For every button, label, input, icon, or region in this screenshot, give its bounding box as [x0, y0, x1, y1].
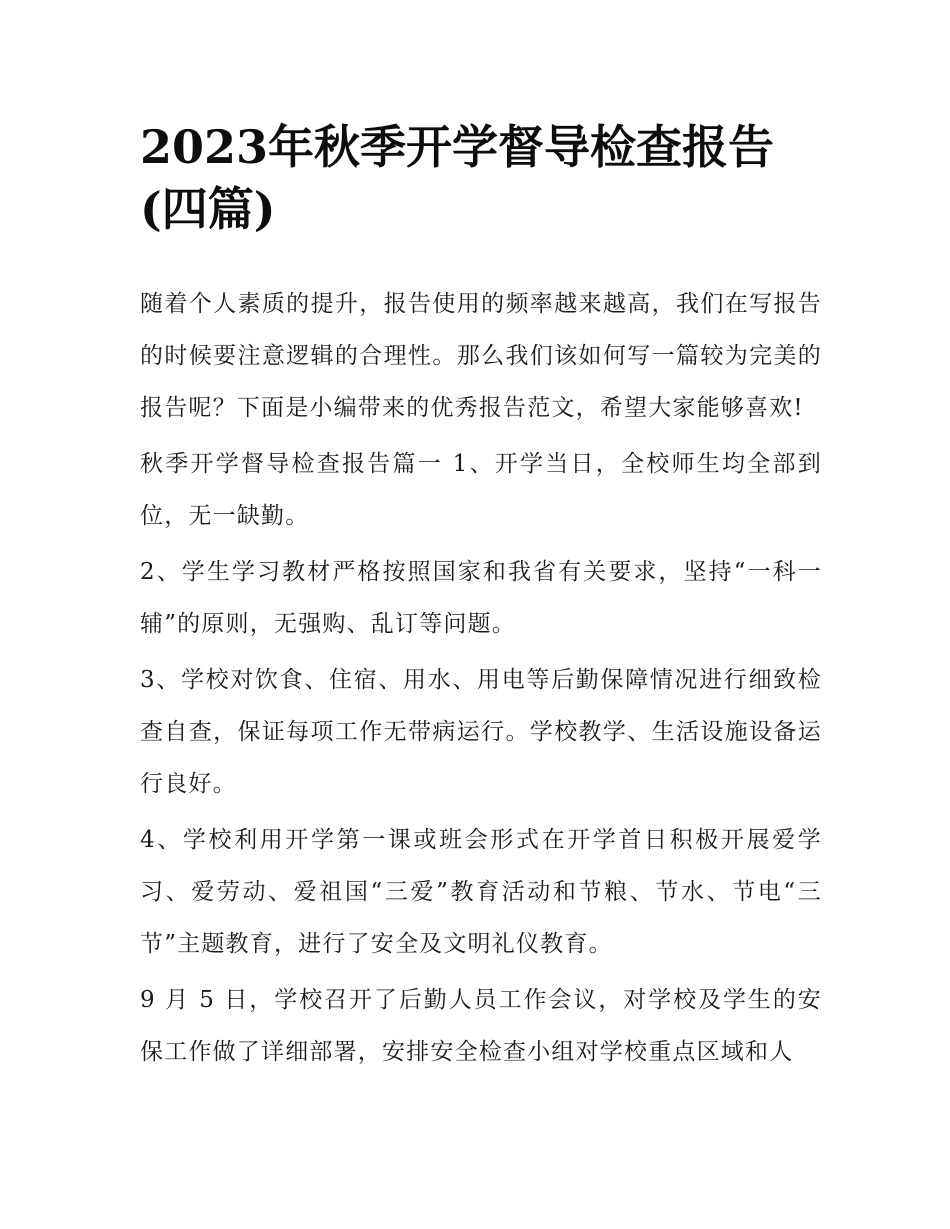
- paragraph-item-1: 秋季开学督导检查报告篇一 1、开学当日，全校师生均全部到位，无一缺勤。: [140, 451, 822, 529]
- paragraph-item-3: 3、学校对饮食、住宿、用水、用电等后勤保障情况进行细致检查自查，保证每项工作无带病运行。学校教学、生活设施设备运行良好。: [140, 667, 822, 797]
- paragraph-intro: 随着个人素质的提升，报告使用的频率越来越高，我们在写报告的时候要注意逻辑的合理性。那么我们该如何写一篇较为完美的报告呢？下面是小编带来的优秀报告范文，希望大家能够喜欢!: [140, 291, 822, 421]
- paragraph-item-4: 4、学校利用开学第一课或班会形式在开学首日积极开展爱学习、爱劳动、爱祖国“三爱”教育活动和节粮、节水、节电“三节”主题教育，进行了安全及文明礼仪教育。: [140, 827, 822, 957]
- document-body: [140, 278, 822, 1082]
- document-title: 2023年秋季开学督导检查报告(四篇): [140, 120, 775, 236]
- paragraph-sept-5: 9 月 5 日，学校召开了后勤人员工作会议，对学校及学生的安保工作做了详细部署，安排安全检查小组对学校重点区域和人: [140, 987, 822, 1065]
- paragraph-item-2: 2、学生学习教材严格按照国家和我省有关要求，坚持“一科一辅”的原则，无强购、乱订等问题。: [140, 559, 822, 637]
